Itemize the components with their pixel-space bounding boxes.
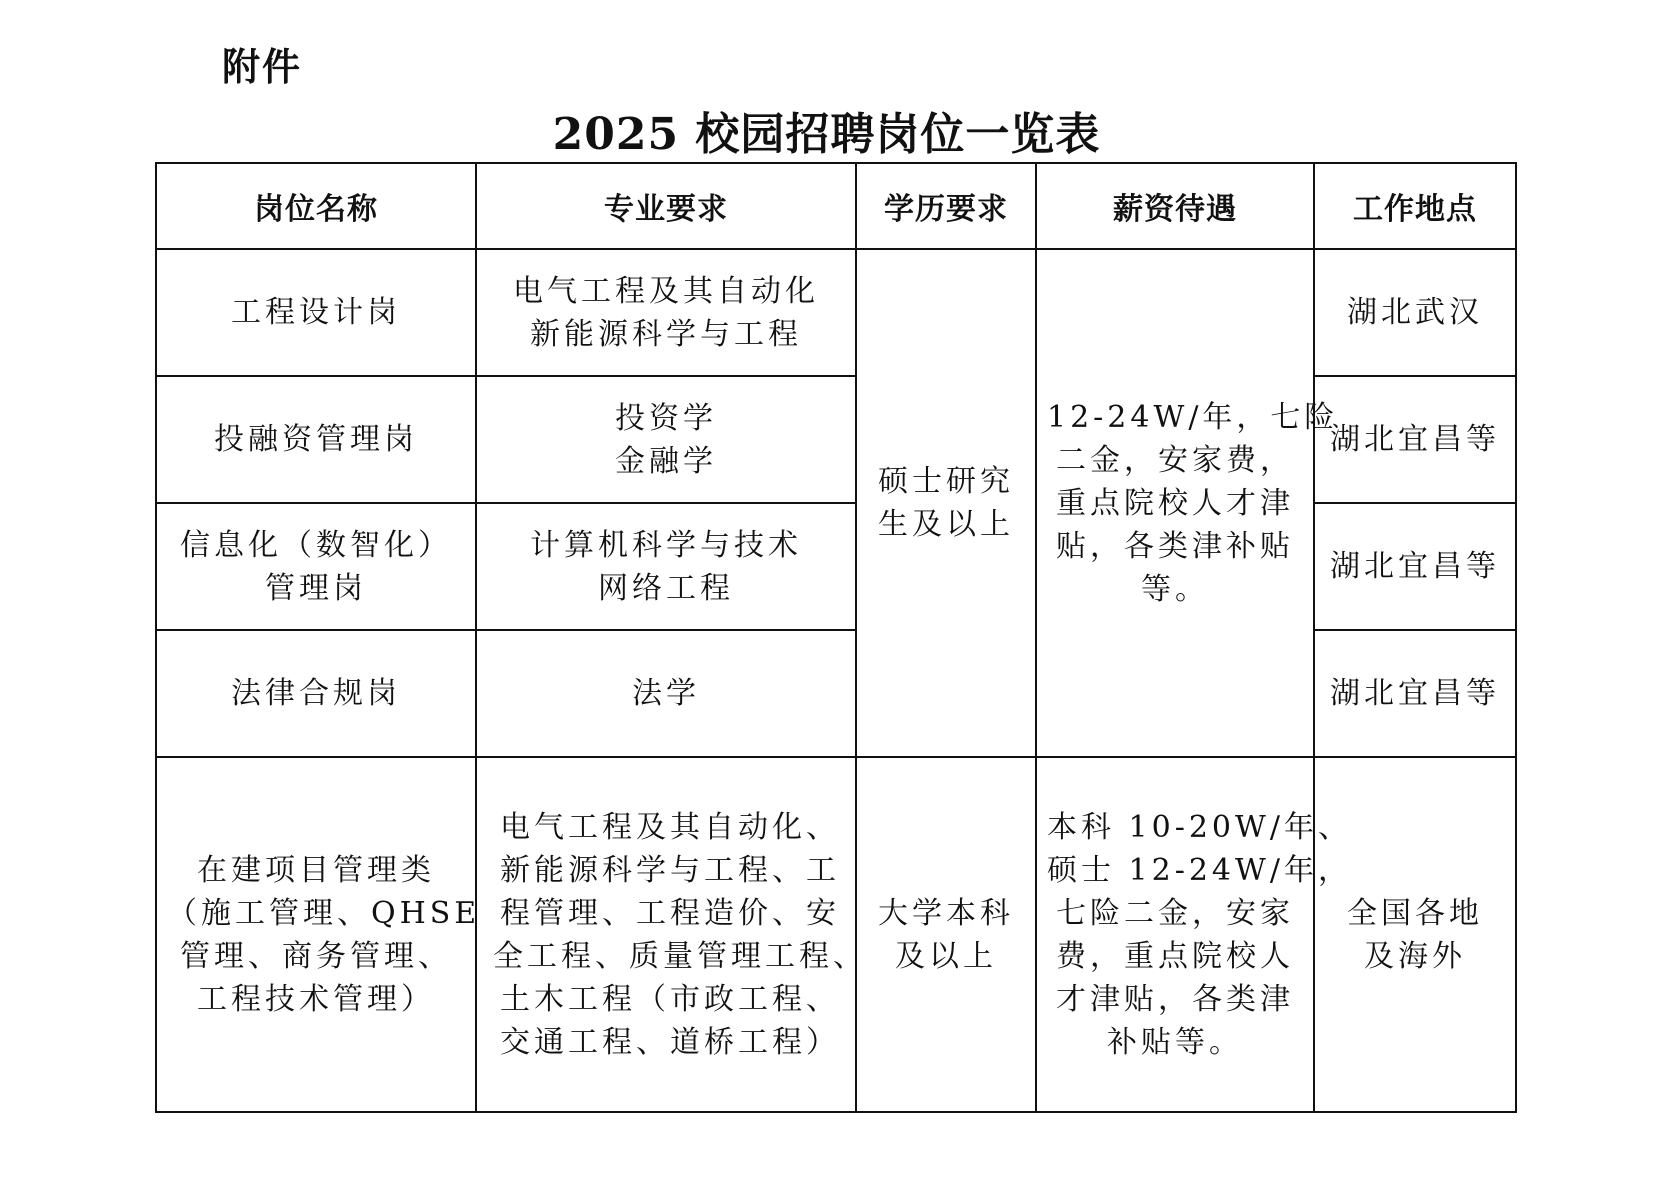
location-text: 及海外 [1364, 938, 1466, 974]
major-cell [476, 503, 856, 630]
salary-line: 七险二金，安家 [1056, 895, 1294, 931]
position-name: 工程设计岗 [231, 295, 401, 330]
position-cell [156, 376, 476, 503]
major-cell [476, 249, 856, 376]
education-line: 及以上 [895, 938, 997, 974]
position-cell [156, 249, 476, 376]
position-cell [156, 757, 481, 1112]
location-cell [1314, 249, 1516, 376]
education-line: 生及以上 [878, 507, 1014, 542]
major-line: 金融学 [615, 443, 717, 479]
major-line: 程管理、工程造价、安 [500, 895, 840, 931]
salary-cell-master [1036, 249, 1339, 757]
location-cell [1314, 630, 1516, 757]
attachment-label: 附件 [222, 45, 303, 89]
education-cell-master [856, 249, 1036, 757]
salary-line: 重点院校人才津 [1056, 485, 1294, 521]
table-row [156, 249, 1516, 376]
major-line: 交通工程、道桥工程） [500, 1024, 840, 1060]
major-line: 新能源科学与工程、工 [500, 852, 840, 888]
location-text: 湖北宜昌等 [1330, 549, 1500, 584]
location-cell [1314, 376, 1516, 503]
table-row [156, 757, 1516, 1112]
header-salary: 薪资待遇 [1036, 163, 1314, 249]
position-name: 工程技术管理） [197, 981, 435, 1017]
position-cell [156, 503, 476, 630]
position-name: （施工管理、QHSE [167, 895, 481, 931]
position-name: 在建项目管理类 [197, 852, 435, 888]
salary-cell [1036, 757, 1352, 1112]
position-name: 投融资管理岗 [214, 422, 418, 457]
job-table [155, 162, 1517, 1113]
location-text: 全国各地 [1347, 895, 1483, 931]
major-line: 电气工程及其自动化、 [500, 809, 840, 845]
salary-line: 硕士 12-24W/年， [1047, 852, 1352, 888]
position-name: 管理、商务管理、 [180, 938, 452, 974]
major-line: 网络工程 [598, 570, 734, 606]
salary-line: 本科 10-20W/年、 [1047, 809, 1352, 845]
header-education: 学历要求 [856, 163, 1036, 249]
salary-line: 等。 [1141, 571, 1209, 607]
salary-line: 二金，安家费， [1056, 442, 1294, 478]
position-name: 信息化（数智化） [180, 527, 452, 563]
major-line: 投资学 [615, 400, 717, 436]
location-text: 湖北武汉 [1347, 295, 1483, 330]
location-text: 湖北宜昌等 [1330, 676, 1500, 711]
header-position: 岗位名称 [156, 163, 476, 249]
major-line: 计算机科学与技术 [530, 527, 802, 563]
location-text: 湖北宜昌等 [1330, 422, 1500, 457]
major-line: 全工程、质量管理工程、 [493, 938, 867, 974]
position-name: 管理岗 [265, 570, 367, 606]
salary-line: 贴，各类津补贴 [1056, 528, 1294, 564]
major-cell [476, 376, 856, 503]
major-cell [476, 757, 867, 1112]
position-name: 法律合规岗 [231, 676, 401, 711]
salary-line: 补贴等。 [1107, 1024, 1243, 1060]
major-cell [476, 630, 856, 757]
major-line: 土木工程（市政工程、 [500, 981, 840, 1017]
major-line: 电气工程及其自动化 [513, 273, 819, 309]
salary-line: 才津贴，各类津 [1056, 981, 1294, 1017]
table-header-row [156, 163, 1516, 249]
education-cell [856, 757, 1036, 1112]
page-title: 2025 校园招聘岗位一览表 [552, 109, 1101, 160]
position-cell [156, 630, 476, 757]
salary-line: 12-24W/年，七险 [1047, 399, 1339, 435]
education-line: 硕士研究 [878, 464, 1014, 499]
header-major: 专业要求 [476, 163, 856, 249]
header-location: 工作地点 [1314, 163, 1516, 249]
location-cell [1314, 503, 1516, 630]
major-line: 法学 [632, 676, 700, 711]
major-line: 新能源科学与工程 [530, 316, 802, 352]
salary-line: 费，重点院校人 [1056, 938, 1294, 974]
education-line: 大学本科 [878, 895, 1014, 931]
